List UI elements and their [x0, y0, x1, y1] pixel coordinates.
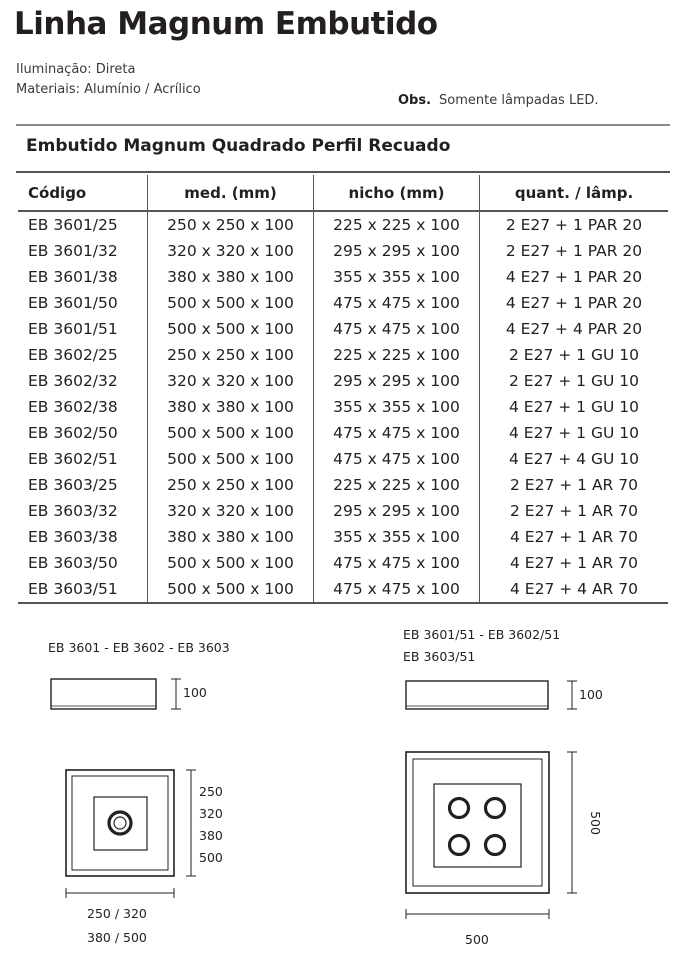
cell-medidas: 250 x 250 x 100 — [148, 472, 314, 498]
left-outer-frame — [66, 770, 174, 876]
right-profile — [406, 681, 548, 709]
cell-nicho: 295 x 295 x 100 — [314, 238, 480, 264]
cell-lampadas: 4 E27 + 4 AR 70 — [480, 576, 669, 603]
left-width-line1: 250 / 320 — [87, 906, 147, 921]
cell-medidas: 380 x 380 x 100 — [148, 524, 314, 550]
header-nicho: nicho (mm) — [314, 175, 480, 211]
cell-codigo: EB 3603/51 — [18, 576, 148, 603]
cell-medidas: 500 x 500 x 100 — [148, 446, 314, 472]
cell-codigo: EB 3602/32 — [28, 372, 118, 390]
cell-medidas: 500 x 500 x 100 — [148, 576, 314, 603]
cell-codigo: EB 3603/38 — [28, 528, 118, 546]
cell-medidas: 320 x 320 x 100 — [148, 498, 314, 524]
page-title: Linha Magnum Embutido — [14, 6, 438, 42]
left-size-380: 380 — [199, 828, 223, 843]
cell-codigo: EB 3603/50 — [28, 554, 118, 572]
right-lamp-housing — [434, 784, 521, 867]
obs-text: Somente lâmpadas LED. — [439, 93, 599, 108]
right-side-value: 500 — [588, 811, 603, 835]
left-lamp — [109, 812, 131, 834]
cell-codigo: EB 3601/51 — [28, 320, 118, 338]
cell-lampadas: 2 E27 + 1 AR 70 — [480, 498, 669, 524]
right-models-line1: EB 3601/51 - EB 3602/51 — [403, 627, 561, 642]
cell-lampadas: 4 E27 + 1 GU 10 — [480, 420, 669, 446]
cell-lampadas: 4 E27 + 1 GU 10 — [480, 394, 669, 420]
cell-lampadas: 4 E27 + 4 GU 10 — [480, 446, 669, 472]
cell-codigo: EB 3602/38 — [28, 398, 118, 416]
cell-nicho: 475 x 475 x 100 — [314, 420, 480, 446]
left-models-label: EB 3601 - EB 3602 - EB 3603 — [48, 640, 230, 655]
left-size-320: 320 — [199, 806, 223, 821]
header-codigo: Código — [18, 175, 148, 211]
cell-lampadas: 4 E27 + 1 AR 70 — [480, 524, 669, 550]
cell-medidas: 500 x 500 x 100 — [148, 290, 314, 316]
left-size-250: 250 — [199, 784, 223, 799]
cell-nicho: 225 x 225 x 100 — [314, 472, 480, 498]
cell-medidas: 250 x 250 x 100 — [148, 211, 314, 238]
cell-lampadas: 4 E27 + 4 PAR 20 — [480, 316, 669, 342]
cell-nicho: 225 x 225 x 100 — [314, 211, 480, 238]
cell-nicho: 475 x 475 x 100 — [314, 290, 480, 316]
cell-lampadas: 4 E27 + 1 PAR 20 — [480, 290, 669, 316]
cell-codigo: EB 3603/25 — [28, 476, 118, 494]
cell-lampadas: 2 E27 + 1 AR 70 — [480, 472, 669, 498]
cell-codigo: EB 3601/50 — [28, 294, 118, 312]
right-lamp-1 — [450, 799, 469, 818]
cell-nicho: 475 x 475 x 100 — [314, 446, 480, 472]
cell-nicho: 295 x 295 x 100 — [314, 368, 480, 394]
cell-lampadas: 2 E27 + 1 GU 10 — [480, 342, 669, 368]
left-lamp-housing — [94, 797, 147, 850]
cell-codigo: EB 3601/32 — [28, 242, 118, 260]
cell-medidas: 320 x 320 x 100 — [148, 238, 314, 264]
cell-medidas: 320 x 320 x 100 — [148, 368, 314, 394]
cell-nicho: 355 x 355 x 100 — [314, 524, 480, 550]
cell-nicho: 355 x 355 x 100 — [314, 264, 480, 290]
cell-medidas: 500 x 500 x 100 — [148, 550, 314, 576]
right-outer-frame — [406, 752, 549, 893]
cell-lampadas: 4 E27 + 1 AR 70 — [480, 550, 669, 576]
cell-codigo: EB 3601/25 — [28, 216, 118, 234]
left-height-label: 100 — [183, 685, 207, 700]
left-inner-frame — [72, 776, 168, 870]
right-models-line2: EB 3603/51 — [403, 649, 476, 664]
cell-lampadas: 2 E27 + 1 GU 10 — [480, 368, 669, 394]
right-lamp-4 — [486, 836, 505, 855]
cell-nicho: 355 x 355 x 100 — [314, 394, 480, 420]
left-size-500: 500 — [199, 850, 223, 865]
cell-codigo: EB 3601/38 — [28, 268, 118, 286]
cell-medidas: 500 x 500 x 100 — [148, 420, 314, 446]
right-width-label: 500 — [465, 932, 489, 947]
cell-medidas: 380 x 380 x 100 — [148, 394, 314, 420]
cell-codigo: EB 3602/25 — [28, 346, 118, 364]
section-title: Embutido Magnum Quadrado Perfil Recuado — [26, 136, 451, 156]
left-profile — [51, 679, 156, 709]
cell-codigo: EB 3602/50 — [28, 424, 118, 442]
cell-codigo: EB 3603/32 — [28, 502, 118, 520]
cell-medidas: 500 x 500 x 100 — [148, 316, 314, 342]
header-medidas: med. (mm) — [148, 175, 314, 211]
cell-medidas: 250 x 250 x 100 — [148, 342, 314, 368]
cell-nicho: 475 x 475 x 100 — [314, 576, 480, 603]
cell-lampadas: 2 E27 + 1 PAR 20 — [480, 211, 669, 238]
lighting-info: Iluminação: Direta — [16, 62, 136, 77]
right-lamp-3 — [450, 836, 469, 855]
cell-lampadas: 2 E27 + 1 PAR 20 — [480, 238, 669, 264]
obs-label: Obs. — [398, 93, 432, 108]
right-lamp-2 — [486, 799, 505, 818]
left-width-line2: 380 / 500 — [87, 930, 147, 945]
cell-nicho: 475 x 475 x 100 — [314, 316, 480, 342]
cell-nicho: 295 x 295 x 100 — [314, 498, 480, 524]
right-height-label: 100 — [579, 687, 603, 702]
cell-medidas: 380 x 380 x 100 — [148, 264, 314, 290]
materials-info: Materiais: Alumínio / Acrílico — [16, 82, 201, 97]
header-lampadas: quant. / lâmp. — [480, 175, 669, 211]
cell-lampadas: 4 E27 + 1 PAR 20 — [480, 264, 669, 290]
cell-codigo: EB 3602/51 — [28, 450, 118, 468]
cell-nicho: 475 x 475 x 100 — [314, 550, 480, 576]
cell-nicho: 225 x 225 x 100 — [314, 342, 480, 368]
